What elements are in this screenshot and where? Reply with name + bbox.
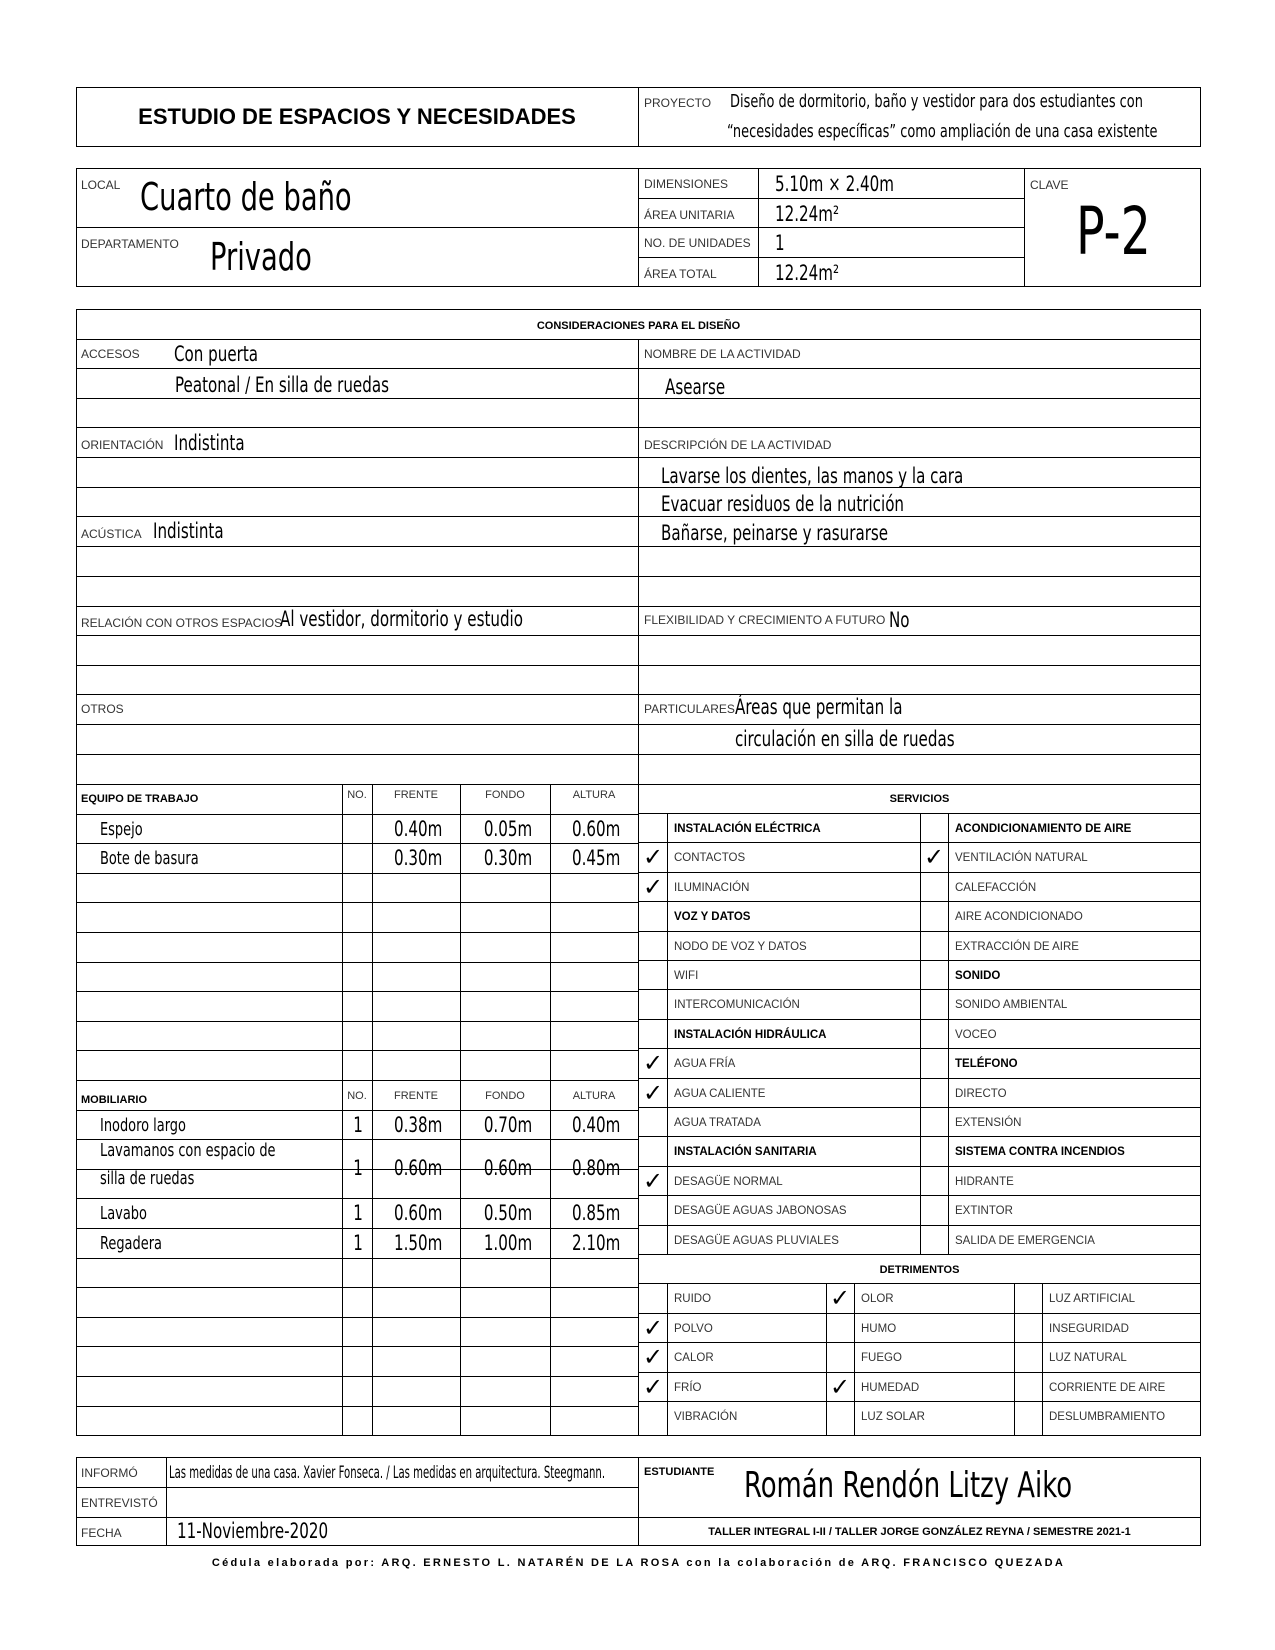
servicio-left-10: AGUA TRATADA [674,1117,761,1129]
equipo-row-altura: 0.45m [572,846,621,870]
clave-value: P-2 [1076,193,1151,270]
detrimento-col1-2: CALOR [674,1352,714,1364]
informo-label: INFORMÓ [81,1466,138,1480]
servicio-right-5: SONIDO [955,970,1001,982]
dimensiones-value: 5.10m × 2.40m [775,172,894,196]
mobiliario-row-altura: 2.10m [572,1231,621,1255]
particulares-label: PARTICULARES [644,702,735,716]
equipo-row-name: Espejo [100,819,143,840]
proyecto-label: PROYECTO [644,96,712,110]
equipo-row-frente: 0.30m [394,846,443,870]
otros-label: OTROS [81,702,124,716]
detrimento-col3-2: LUZ NATURAL [1049,1352,1127,1364]
mobiliario-row-altura: 0.40m [572,1113,621,1137]
servicio-right-10: EXTENSIÓN [955,1117,1022,1129]
proyecto-line-2: “necesidades específicas” como ampliación de una casa existente [727,121,1158,142]
check-icon: ✓ [643,873,664,901]
mobiliario-col-altura: ALTURA [572,1090,616,1102]
mobiliario-col-frente: FRENTE [394,1090,438,1102]
detrimento-col2-2: FUEGO [861,1352,902,1364]
detrimento-col2-1: HUMO [861,1323,897,1335]
servicio-left-11: INSTALACIÓN SANITARIA [674,1146,817,1158]
proyecto-line-1: Diseño de dormitorio, baño y vestidor para dos estudiantes con [730,91,1143,112]
mobiliario-row-no: 1 [353,1156,363,1180]
mobiliario-col-no: NO. [347,1090,367,1102]
equipo-col-fondo: FONDO [485,789,525,801]
equipo-row-frente: 0.40m [394,817,443,841]
flexibilidad-label: FLEXIBILIDAD Y CRECIMIENTO A FUTURO [644,613,886,627]
mobiliario-row-frente: 0.60m [394,1201,443,1225]
equipo-row-name: Bote de basura [100,848,199,869]
servicio-left-6: INTERCOMUNICACIÓN [674,999,800,1011]
detrimento-col3-1: INSEGURIDAD [1049,1323,1129,1335]
actividad-value: Asearse [665,375,726,399]
detrimento-col1-1: POLVO [674,1323,713,1335]
servicio-left-3: VOZ Y DATOS [674,911,751,923]
servicio-right-1: VENTILACIÓN NATURAL [955,852,1088,864]
servicio-left-4: NODO DE VOZ Y DATOS [674,941,807,953]
taller-text: TALLER INTEGRAL I-II / TALLER JORGE GONZÁLEZ REYNA / SEMESTRE 2021-1 [708,1526,1131,1538]
mobiliario-row-altura: 0.85m [572,1201,621,1225]
descripcion-label: DESCRIPCIÓN DE LA ACTIVIDAD [644,438,832,452]
detrimento-col2-3: HUMEDAD [861,1382,920,1394]
detrimento-col3-3: CORRIENTE DE AIRE [1049,1382,1166,1394]
equipo-row-altura: 0.60m [572,817,621,841]
servicio-right-9: DIRECTO [955,1088,1007,1100]
servicio-left-9: AGUA CALIENTE [674,1088,766,1100]
accesos-label: ACCESOS [81,347,140,361]
particulares-line-1: Áreas que permitan la [735,695,903,719]
area-total-label: ÁREA TOTAL [644,267,717,281]
mobiliario-row-name: Regadera [100,1233,162,1254]
servicio-right-12: HIDRANTE [955,1176,1014,1188]
accesos-line-2: Peatonal / En silla de ruedas [175,373,389,397]
mobiliario-row-no: 1 [353,1231,363,1255]
mobiliario-row-name: Lavabo [100,1203,147,1224]
servicio-right-11: SISTEMA CONTRA INCENDIOS [955,1146,1125,1158]
servicio-left-12: DESAGÜE NORMAL [674,1176,783,1188]
departamento-label: DEPARTAMENTO [81,237,179,251]
informo-value: Las medidas de una casa. Xavier Fonseca. / Las medidas en arquitectura. Steegmann. [169,1463,606,1483]
servicio-right-6: SONIDO AMBIENTAL [955,999,1068,1011]
unidades-value: 1 [775,231,785,255]
orientacion-label: ORIENTACIÓN [81,438,164,452]
detrimentos-title: DETRIMENTOS [879,1264,960,1276]
mobiliario-title: MOBILIARIO [81,1094,147,1106]
servicio-left-13: DESAGÜE AGUAS JABONOSAS [674,1205,847,1217]
servicio-right-8: TELÉFONO [955,1058,1018,1070]
servicio-left-0: INSTALACIÓN ELÉCTRICA [674,823,821,835]
equipo-col-altura: ALTURA [572,789,616,801]
mobiliario-row-no: 1 [353,1113,363,1137]
area-unitaria-value: 12.24m² [775,202,840,226]
unidades-label: NO. DE UNIDADES [644,236,751,250]
mobiliario-row-fondo: 0.50m [483,1201,532,1225]
acustica-value: Indistinta [153,519,224,543]
detrimento-col3-4: DESLUMBRAMIENTO [1049,1411,1166,1423]
descripcion-line-3: Bañarse, peinarse y rasurarse [661,521,889,545]
descripcion-line-1: Lavarse los dientes, las manos y la cara [661,464,964,488]
servicio-left-5: WIFI [674,970,699,982]
acustica-label: ACÚSTICA [81,527,142,541]
equipo-col-no: NO. [347,789,367,801]
mobiliario-row-frente: 0.60m [394,1156,443,1180]
equipo-title: EQUIPO DE TRABAJO [81,793,199,805]
check-icon: ✓ [643,1373,664,1401]
relacion-value: Al vestidor, dormitorio y estudio [280,607,523,631]
check-icon: ✓ [643,1079,664,1107]
detrimento-col2-4: LUZ SOLAR [861,1411,925,1423]
mobiliario-row-no: 1 [353,1201,363,1225]
detrimento-col1-3: FRÍO [674,1382,702,1394]
estudiante-label: ESTUDIANTE [644,1466,715,1478]
descripcion-line-2: Evacuar residuos de la nutrición [661,492,905,516]
area-total-value: 12.24m² [775,261,840,285]
equipo-col-frente: FRENTE [394,789,438,801]
check-icon: ✓ [643,1343,664,1371]
departamento-value: Privado [210,235,312,279]
servicio-left-8: AGUA FRÍA [674,1058,736,1070]
detrimento-col1-4: VIBRACIÓN [674,1411,738,1423]
equipo-row-fondo: 0.05m [483,817,532,841]
mobiliario-row-name: Lavamanos con espacio de [100,1140,276,1161]
servicio-right-13: EXTINTOR [955,1205,1013,1217]
mobiliario-row-name: Inodoro largo [100,1115,186,1136]
servicio-right-4: EXTRACCIÓN DE AIRE [955,941,1079,953]
mobiliario-row-altura: 0.80m [572,1156,621,1180]
accesos-line-1: Con puerta [174,342,259,366]
mobiliario-row-fondo: 1.00m [483,1231,532,1255]
area-unitaria-label: ÁREA UNITARIA [644,208,735,222]
page-title: ESTUDIO DE ESPACIOS Y NECESIDADES [138,104,576,129]
servicio-right-2: CALEFACCIÓN [955,882,1037,894]
check-icon: ✓ [643,1049,664,1077]
flexibilidad-value: No [889,608,910,632]
equipo-row-fondo: 0.30m [483,846,532,870]
actividad-label: NOMBRE DE LA ACTIVIDAD [644,347,801,361]
servicio-left-2: ILUMINACIÓN [674,882,750,894]
check-icon: ✓ [830,1373,851,1401]
servicio-right-0: ACONDICIONAMIENTO DE AIRE [955,823,1132,835]
detrimento-col3-0: LUZ ARTIFICIAL [1049,1293,1136,1305]
check-icon: ✓ [924,843,945,871]
detrimento-col1-0: RUIDO [674,1293,712,1305]
servicio-right-3: AIRE ACONDICIONADO [955,911,1083,923]
servicios-title: SERVICIOS [889,793,950,805]
fecha-value: 11-Noviembre-2020 [177,1519,329,1543]
check-icon: ✓ [830,1284,851,1312]
mobiliario-row-frente: 0.38m [394,1113,443,1137]
relacion-label: RELACIÓN CON OTROS ESPACIOS [81,616,283,630]
local-label: LOCAL [81,178,121,192]
mobiliario-row-fondo: 0.60m [483,1156,532,1180]
servicio-left-14: DESAGÜE AGUAS PLUVIALES [674,1235,839,1247]
servicio-right-14: SALIDA DE EMERGENCIA [955,1235,1095,1247]
cedula-text: Cédula elaborada por: ARQ. ERNESTO L. NATARÉN DE LA ROSA con la colaboración de ARQ. FRANCISCO QUEZADA [211,1557,1066,1569]
consideraciones-title: CONSIDERACIONES PARA EL DISEÑO [536,320,741,332]
detrimento-col2-0: OLOR [861,1293,894,1305]
fecha-label: FECHA [81,1526,122,1540]
servicio-left-7: INSTALACIÓN HIDRÁULICA [674,1029,827,1041]
entrevisto-label: ENTREVISTÓ [81,1496,158,1510]
mobiliario-row-name-2: silla de ruedas [100,1168,195,1189]
dimensiones-label: DIMENSIONES [644,177,729,191]
mobiliario-row-frente: 1.50m [394,1231,443,1255]
check-icon: ✓ [643,1167,664,1195]
check-icon: ✓ [643,1314,664,1342]
mobiliario-row-fondo: 0.70m [483,1113,532,1137]
mobiliario-col-fondo: FONDO [485,1090,525,1102]
check-icon: ✓ [643,843,664,871]
local-value: Cuarto de baño [140,175,352,219]
orientacion-value: Indistinta [174,431,245,455]
clave-label: CLAVE [1030,178,1069,192]
servicio-left-1: CONTACTOS [674,852,746,864]
servicio-right-7: VOCEO [955,1029,997,1041]
particulares-line-2: circulación en silla de ruedas [735,727,955,751]
estudiante-value: Román Rendón Litzy Aiko [744,1465,1073,1506]
